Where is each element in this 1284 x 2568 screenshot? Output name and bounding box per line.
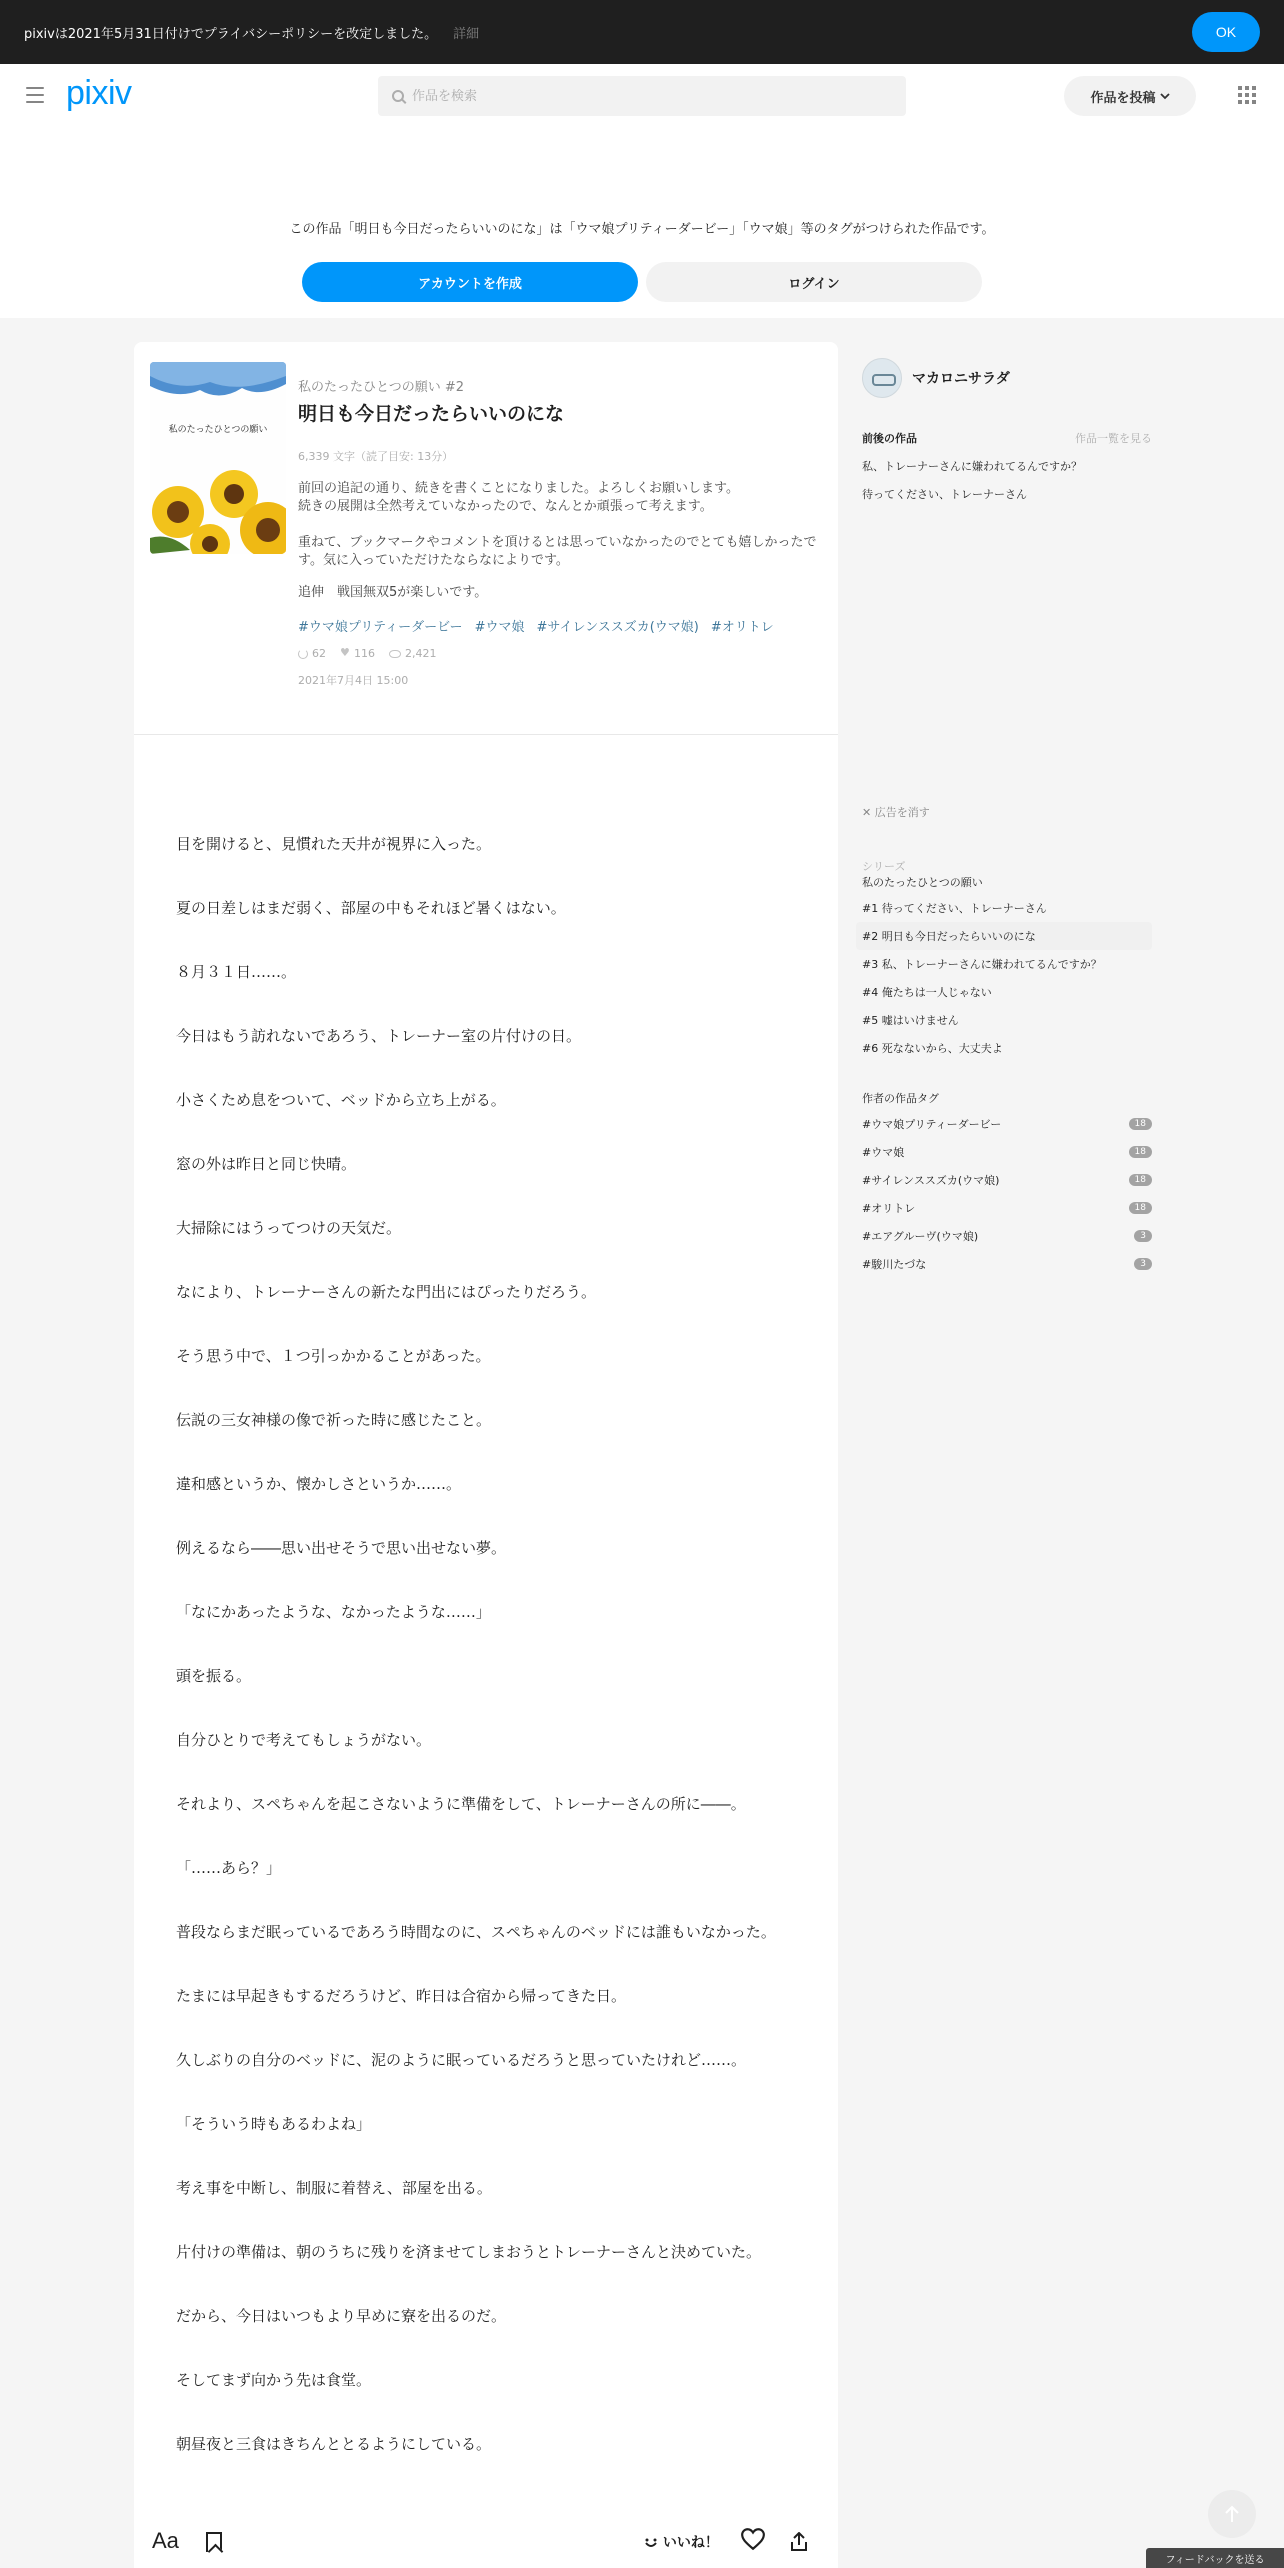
tag-list bbox=[298, 616, 818, 635]
prev-work-link[interactable]: 待ってください、トレーナーさん bbox=[862, 488, 1027, 501]
author-tag-count: 18 bbox=[1129, 1118, 1152, 1130]
adjacent-works-header bbox=[862, 430, 1152, 446]
search-icon bbox=[392, 90, 404, 102]
apps-grid-icon[interactable] bbox=[1238, 86, 1256, 104]
site-header bbox=[0, 64, 1284, 128]
body-paragraph: 小さくため息をついて、ベッドから立ち上がる。 bbox=[176, 1091, 506, 1109]
hamburger-menu-icon[interactable] bbox=[26, 87, 44, 103]
body-paragraph: 朝昼夜と三食はきちんととるようにしている。 bbox=[176, 2435, 492, 2453]
body-paragraph: そしてまず向かう先は食堂。 bbox=[176, 2371, 372, 2389]
search-input[interactable] bbox=[412, 89, 892, 104]
work-postscript: 追伸 戦国無双5が楽しいです。 bbox=[298, 585, 488, 600]
series-name[interactable]: 私のたったひとつの願い bbox=[862, 876, 983, 889]
body-paragraph: 久しぶりの自分のベッドに、泥のように眠っているだろうと思っていたけれど……。 bbox=[176, 2051, 747, 2069]
novel-main-card bbox=[134, 342, 838, 2568]
author-info[interactable] bbox=[862, 358, 1010, 398]
pixiv-logo[interactable]: pixiv bbox=[66, 74, 132, 112]
feedback-button[interactable]: フィードバックを送る bbox=[1146, 2548, 1284, 2568]
body-paragraph: 窓の外は昨日と同じ快晴。 bbox=[176, 1155, 357, 1173]
author-tag[interactable] bbox=[862, 1110, 1152, 1138]
eye-icon bbox=[389, 650, 401, 658]
series-episode[interactable]: #5 嘘はいけません bbox=[862, 1014, 959, 1027]
privacy-notice-bar bbox=[0, 0, 1284, 64]
series-label: シリーズ bbox=[862, 860, 906, 873]
author-tag-name: #ウマ娘 bbox=[862, 1146, 905, 1159]
adjacent-works-title: 前後の作品 bbox=[862, 432, 917, 445]
body-paragraph: なにより、トレーナーさんの新たな門出にはぴったりだろう。 bbox=[176, 1283, 597, 1301]
body-paragraph: 「そういう時もあるわよね」 bbox=[176, 2115, 372, 2133]
body-paragraph: たまには早起きもするだろうけど、昨日は合宿から帰ってきた日。 bbox=[176, 1987, 627, 2005]
author-tag-count: 18 bbox=[1129, 1174, 1152, 1186]
next-work-link[interactable]: 私、トレーナーさんに嫌われてるんですか？ bbox=[862, 460, 1082, 473]
body-paragraph: 夏の日差しはまだ弱く、部屋の中もそれほど暑くはない。 bbox=[176, 899, 566, 917]
work-description: 前回の追記の通り、続きを書くことになりました。よろしくお願いします。 続きの展開は全然考えていなかったので、なんとか頑張って考えます。 重ねて、ブックマークやコメントを頂けるとは思っていなかったのでとても嬉しかったです。気に入っていただけたならなによりです。 bbox=[298, 481, 817, 568]
body-paragraph: 違和感というか、懐かしさというか……。 bbox=[176, 1475, 462, 1493]
heart-icon[interactable] bbox=[740, 2526, 766, 2552]
section-divider bbox=[134, 734, 838, 735]
scroll-to-top-button[interactable] bbox=[1208, 2490, 1256, 2538]
author-tag-name: #オリトレ bbox=[862, 1202, 916, 1215]
font-settings-button[interactable]: Aa bbox=[152, 2528, 179, 2553]
tag-link[interactable]: #ウマ娘プリティーダービー bbox=[298, 620, 463, 635]
avatar[interactable] bbox=[862, 358, 902, 398]
body-paragraph: ８月３１日……。 bbox=[176, 963, 297, 981]
tag-link[interactable]: #ウマ娘 bbox=[474, 620, 525, 635]
create-account-button[interactable]: アカウントを作成 bbox=[302, 262, 638, 302]
post-work-label: 作品を投稿 bbox=[1090, 90, 1156, 106]
search-box[interactable] bbox=[378, 76, 906, 116]
notice-text: pixivは2021年5月31日付けでプライバシーポリシーを改定しました。 bbox=[24, 26, 438, 42]
reaction-counts bbox=[298, 647, 818, 660]
tag-link[interactable]: #サイレンススズカ(ウマ娘) bbox=[536, 620, 699, 635]
post-work-button[interactable] bbox=[1064, 76, 1196, 116]
author-name[interactable]: マカロニサラダ bbox=[912, 371, 1010, 387]
character-count: 6,339 文字（読了目安: 13分） bbox=[298, 450, 454, 463]
author-tag-name: #駿川たづな bbox=[862, 1258, 927, 1271]
author-tag-name: #ウマ娘プリティーダービー bbox=[862, 1118, 1002, 1131]
author-tag-count: 3 bbox=[1134, 1258, 1152, 1270]
body-paragraph: そう思う中で、１つ引っかかることがあった。 bbox=[176, 1347, 491, 1365]
author-tag-count: 18 bbox=[1129, 1202, 1152, 1214]
body-paragraph: それより、スペちゃんを起こさないように準備をして、トレーナーさんの所に――。 bbox=[176, 1795, 746, 1813]
cover-illustration bbox=[150, 362, 286, 554]
body-paragraph: 大掃除にはうってつけの天気だ。 bbox=[176, 1219, 402, 1237]
cover-image[interactable] bbox=[150, 362, 286, 554]
body-paragraph: 普段ならまだ眠っているであろう時間なのに、スペちゃんのベッドには誰もいなかった。 bbox=[176, 1923, 776, 1941]
heart-icon bbox=[340, 649, 350, 659]
author-tag-name: #エアグルーヴ(ウマ娘) bbox=[862, 1230, 979, 1243]
bookmark-count: ♥ 116 bbox=[340, 647, 375, 660]
body-paragraph: 伝説の三女神様の像で祈った時に感じたこと。 bbox=[176, 1411, 492, 1429]
notice-details-link[interactable]: 詳細 bbox=[453, 26, 480, 42]
author-tag[interactable] bbox=[862, 1166, 1152, 1194]
series-episode-current[interactable]: #2 明日も今日だったらいいのにな bbox=[856, 922, 1152, 950]
work-list-link[interactable]: 作品一覧を見る bbox=[1075, 432, 1152, 445]
reader-toolbar bbox=[134, 2518, 838, 2568]
notice-ok-button[interactable]: OK bbox=[1192, 12, 1260, 52]
author-tags-title: 作者の作品タグ bbox=[862, 1092, 939, 1105]
series-episode[interactable]: #3 私、トレーナーさんに嫌われてるんですか？ bbox=[862, 958, 1102, 971]
series-episode[interactable]: #1 待ってください、トレーナーさん bbox=[862, 902, 1047, 915]
author-tag[interactable] bbox=[862, 1138, 1152, 1166]
hide-ad-link[interactable]: ✕ 広告を消す bbox=[862, 806, 930, 819]
promo-text: この作品「明日も今日だったらいいのにな」は「ウマ娘プリティーダービー」「ウマ娘」等のタグがつけられた作品です。 bbox=[289, 222, 995, 237]
body-paragraph: だから、今日はいつもより早めに寮を出るのだ。 bbox=[176, 2307, 507, 2325]
novel-body bbox=[176, 828, 806, 2492]
smile-icon bbox=[644, 2538, 658, 2548]
author-tag-count: 3 bbox=[1134, 1230, 1152, 1242]
body-paragraph: 考え事を中断し、制服に着替え、部屋を出る。 bbox=[176, 2179, 492, 2197]
series-link[interactable]: 私のたったひとつの願い #2 bbox=[298, 380, 465, 395]
like-button[interactable] bbox=[644, 2532, 719, 2552]
series-episode[interactable]: #4 俺たちは一人じゃない bbox=[862, 986, 992, 999]
smile-icon bbox=[298, 649, 308, 659]
post-date: 2021年7月4日 15:00 bbox=[298, 674, 409, 687]
series-episode[interactable]: #6 死なないから、大丈夫よ bbox=[862, 1042, 1003, 1055]
tag-link[interactable]: #オリトレ bbox=[710, 620, 774, 635]
body-paragraph: 目を開けると、見慣れた天井が視界に入った。 bbox=[176, 835, 492, 853]
body-paragraph: 自分ひとりで考えてもしょうがない。 bbox=[176, 1731, 432, 1749]
author-tag-name: #サイレンススズカ(ウマ娘) bbox=[862, 1174, 1000, 1187]
body-paragraph: 頭を振る。 bbox=[176, 1667, 252, 1685]
like-count: 62 bbox=[298, 647, 326, 660]
chevron-down-icon bbox=[1160, 92, 1170, 100]
body-paragraph: 「なにかあったような、なかったような……」 bbox=[176, 1603, 491, 1621]
login-button[interactable]: ログイン bbox=[646, 262, 982, 302]
author-tag-count: 18 bbox=[1129, 1146, 1152, 1158]
body-paragraph: 片付けの準備は、朝のうちに残りを済ませてしまおうとトレーナーさんと決めていた。 bbox=[176, 2243, 762, 2261]
author-tag[interactable] bbox=[862, 1222, 1152, 1250]
like-label: いいね！ bbox=[662, 2535, 719, 2551]
bookmark-icon[interactable] bbox=[206, 2532, 222, 2552]
body-paragraph: 今日はもう訪れないであろう、トレーナー室の片付けの日。 bbox=[176, 1027, 582, 1045]
cover-title-text: 私のたったひとつの願い bbox=[168, 425, 268, 435]
arrow-up-icon bbox=[1224, 2505, 1240, 2523]
author-tag[interactable] bbox=[862, 1194, 1152, 1222]
share-icon[interactable] bbox=[790, 2532, 808, 2552]
body-paragraph: 例えるなら――思い出せそうで思い出せない夢。 bbox=[176, 1539, 507, 1557]
view-count: 2,421 bbox=[389, 647, 437, 660]
work-meta bbox=[298, 376, 818, 688]
body-paragraph: 「……あら？」 bbox=[176, 1859, 282, 1877]
signup-promo bbox=[0, 128, 1284, 318]
work-title: 明日も今日だったらいいのにな bbox=[298, 403, 565, 425]
author-tag[interactable] bbox=[862, 1250, 1152, 1278]
